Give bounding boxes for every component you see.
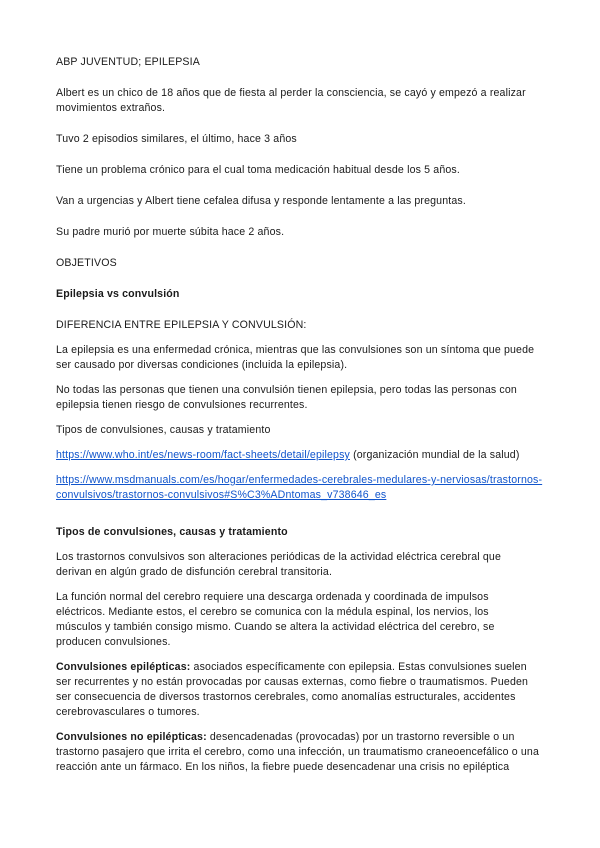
who-reference bbox=[56, 448, 544, 463]
difference-paragraph-1: La epilepsia es una enfermedad crónica, mientras que las convulsiones son un síntoma que puede ser causado por diversas condiciones (incluida la epilepsia). bbox=[56, 344, 535, 371]
msd-link[interactable]: https://www.msdmanuals.com/es/hogar/enfermedades-cerebrales-medulares-y-nerviosas/trastornos-convulsivos/trastornos-convulsivos#S%C3%ADntomas_v738646_es bbox=[56, 474, 543, 501]
epileptic-seizures-paragraph bbox=[56, 660, 544, 720]
case-paragraph-2: Tuvo 2 episodios similares, el último, hace 3 años bbox=[56, 133, 297, 145]
difference-paragraph-2: No todas las personas que tienen una convulsión tienen epilepsia, pero todas las personas con epilepsia tienen riesgo de convulsiones recurrentes. bbox=[56, 384, 517, 411]
who-link-note: (organización mundial de la salud) bbox=[349, 449, 520, 461]
seizure-types-paragraph-2: La función normal del cerebro requiere una descarga ordenada y coordinada de impulsos eléctricos. Mediante estos, el cerebro se comunica con la médula espinal, los nervios, los músculos y también consigo mismo. Cuando se altera la actividad eléctrica del cerebro, se producen convulsiones. bbox=[56, 591, 495, 648]
document-title: ABP JUVENTUD; EPILEPSIA bbox=[56, 56, 200, 68]
case-paragraph-5: Su padre murió por muerte súbita hace 2 años. bbox=[56, 226, 285, 238]
who-link[interactable]: https://www.who.int/es/news-room/fact-sheets/detail/epilepsy bbox=[56, 449, 350, 461]
epileptic-seizures-text: asociados específicamente con epilepsia. Estas convulsiones suelen ser recurrentes y no están provocadas por causas externas, como fiebre o traumatismos. Pueden ser consecuencia de diversos trastornos cerebrales, como anomalías estructurales, accidentes cerebrovasculares o tumores. bbox=[56, 661, 529, 718]
case-paragraph-1: Albert es un chico de 18 años que de fiesta al perder la consciencia, se cayó y empezó a realizar movimientos extraños. bbox=[56, 87, 526, 114]
section-heading-epilepsy-vs-seizure: Epilepsia vs convulsión bbox=[56, 288, 180, 300]
non-epileptic-seizures-text: desencadenadas (provocadas) por un trastorno reversible o un trastorno pasajero que irrita el cerebro, como una infección, un traumatismo craneoencefálico o una reacción ante un fármaco. En los niños, la fiebre puede desencadenar una crisis no epiléptica bbox=[56, 731, 539, 773]
case-paragraph-4: Van a urgencias y Albert tiene cefalea difusa y responde lentamente a las preguntas. bbox=[56, 195, 466, 207]
non-epileptic-seizures-paragraph bbox=[56, 730, 544, 775]
non-epileptic-seizures-label: Convulsiones no epilépticas: bbox=[56, 731, 207, 743]
seizure-types-paragraph-1: Los trastornos convulsivos son alteraciones periódicas de la actividad eléctrica cerebral que derivan en algún grado de disfunción cerebral transitoria. bbox=[56, 551, 501, 578]
topic-line: Tipos de convulsiones, causas y tratamiento bbox=[56, 424, 271, 436]
msd-reference bbox=[56, 473, 544, 503]
objectives-label: OBJETIVOS bbox=[56, 257, 117, 269]
section-subheading-difference: DIFERENCIA ENTRE EPILEPSIA Y CONVULSIÓN: bbox=[56, 319, 307, 331]
case-paragraph-3: Tiene un problema crónico para el cual toma medicación habitual desde los 5 años. bbox=[56, 164, 460, 176]
epileptic-seizures-label: Convulsiones epilépticas: bbox=[56, 661, 191, 673]
section-heading-seizure-types: Tipos de convulsiones, causas y tratamiento bbox=[56, 526, 288, 538]
